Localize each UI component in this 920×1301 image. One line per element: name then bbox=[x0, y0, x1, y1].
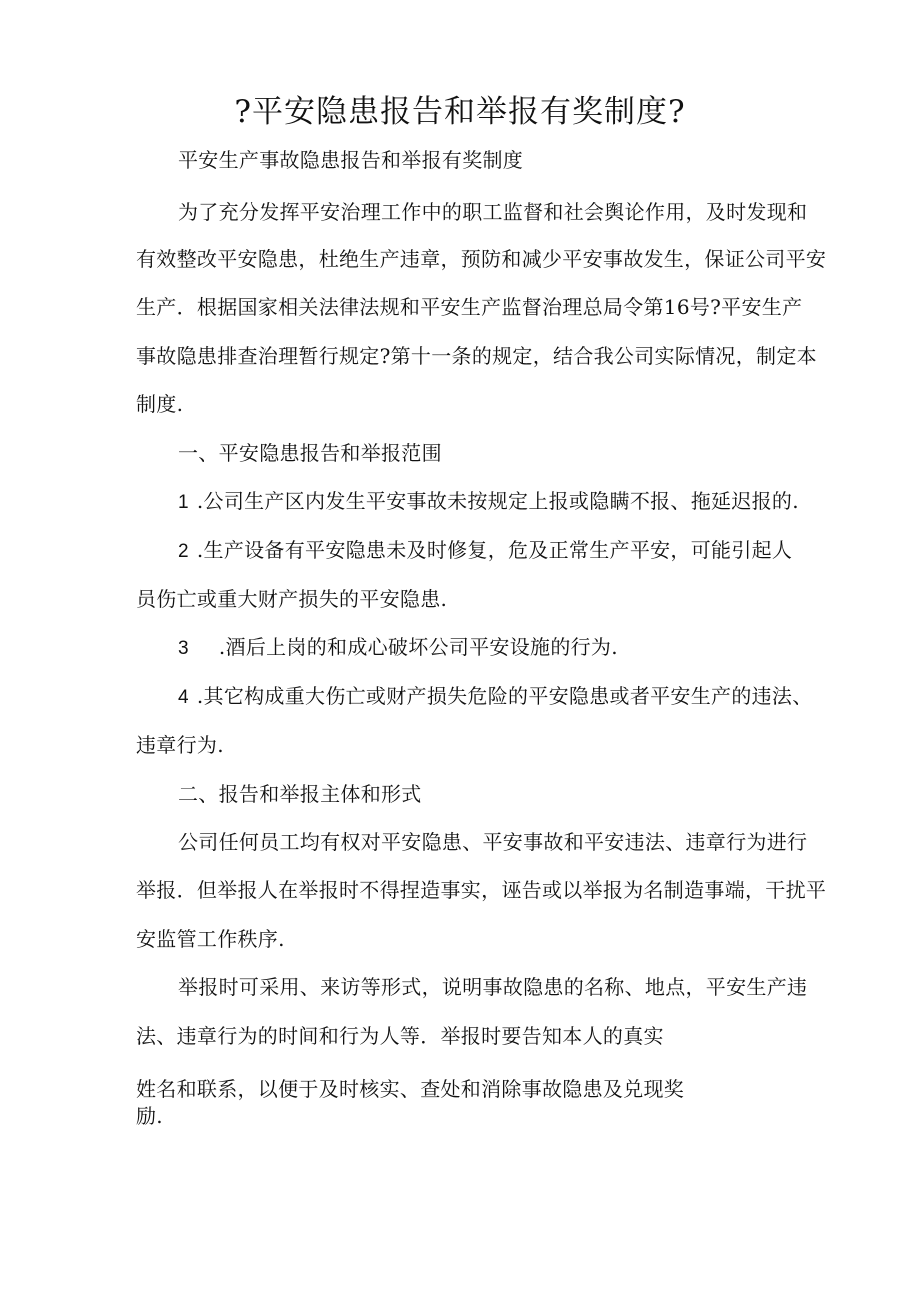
document-subtitle: 平安生产事故隐患报告和举报有奖制度 bbox=[178, 148, 524, 172]
section-2-para-1-line-3: 安监管工作秩序. bbox=[136, 927, 285, 951]
section-2-para-2-line-4: 励. bbox=[136, 1104, 163, 1128]
list-item-3-text: .酒后上岗的和成心破坏公司平安设施的行为. bbox=[218, 635, 618, 659]
list-item-1-number: 1 bbox=[178, 492, 189, 513]
list-item-2 bbox=[178, 536, 792, 566]
list-item-3-number: 3 bbox=[178, 638, 189, 659]
intro-line-4: 事故隐患排查治理暂行规定?第十一条的规定，结合我公司实际情况，制定本 bbox=[136, 344, 817, 368]
intro-line-3: 生产．根据国家相关法律法规和平安生产监督治理总局令第16号?平安生产 bbox=[136, 295, 803, 319]
page-title: ?平安隐患报告和举报有奖制度? bbox=[234, 94, 686, 130]
list-item-1 bbox=[178, 487, 799, 517]
list-item-2-text: .生产设备有平安隐患未及时修复，危及正常生产平安，可能引起人 bbox=[196, 538, 793, 562]
section-2-para-2-line-2: 法、违章行为的时间和行为人等．举报时要告知本人的真实 bbox=[136, 1024, 664, 1048]
section-1-heading: 一、平安隐患报告和举报范围 bbox=[178, 441, 442, 465]
section-2-para-1-line-1: 公司任何员工均有权对平安隐患、平安事故和平安违法、违章行为进行 bbox=[178, 830, 808, 854]
list-item-4-number: 4 bbox=[178, 687, 189, 708]
list-item-2-number: 2 bbox=[178, 541, 189, 562]
section-2-heading: 二、报告和举报主体和形式 bbox=[178, 782, 422, 806]
list-item-3 bbox=[178, 633, 618, 663]
intro-line-5: 制度. bbox=[136, 392, 184, 416]
list-item-1-text: .公司生产区内发生平安事故未按规定上报或隐瞒不报、拖延迟报的. bbox=[196, 489, 799, 513]
list-item-2-continued: 员伤亡或重大财产损失的平安隐患. bbox=[136, 587, 448, 611]
section-2-para-2-line-3: 姓名和联系，以便于及时核实、查处和消除事故隐患及兑现奖 bbox=[136, 1077, 685, 1101]
list-item-4-continued: 违章行为. bbox=[136, 733, 224, 757]
list-item-4-text: .其它构成重大伤亡或财产损失危险的平安隐患或者平安生产的违法、 bbox=[196, 684, 813, 708]
section-2-para-2-line-1: 举报时可采用、来访等形式，说明事故隐患的名称、地点，平安生产违 bbox=[178, 975, 808, 999]
section-2-para-1-line-2: 举报．但举报人在举报时不得捏造事实，诬告或以举报为名制造事端，干扰平 bbox=[136, 878, 827, 902]
intro-line-2: 有效整改平安隐患，杜绝生产违章，预防和减少平安事故发生，保证公司平安 bbox=[136, 247, 827, 271]
intro-line-1: 为了充分发挥平安治理工作中的职工监督和社会舆论作用，及时发现和 bbox=[178, 200, 808, 224]
list-item-4 bbox=[178, 682, 813, 712]
